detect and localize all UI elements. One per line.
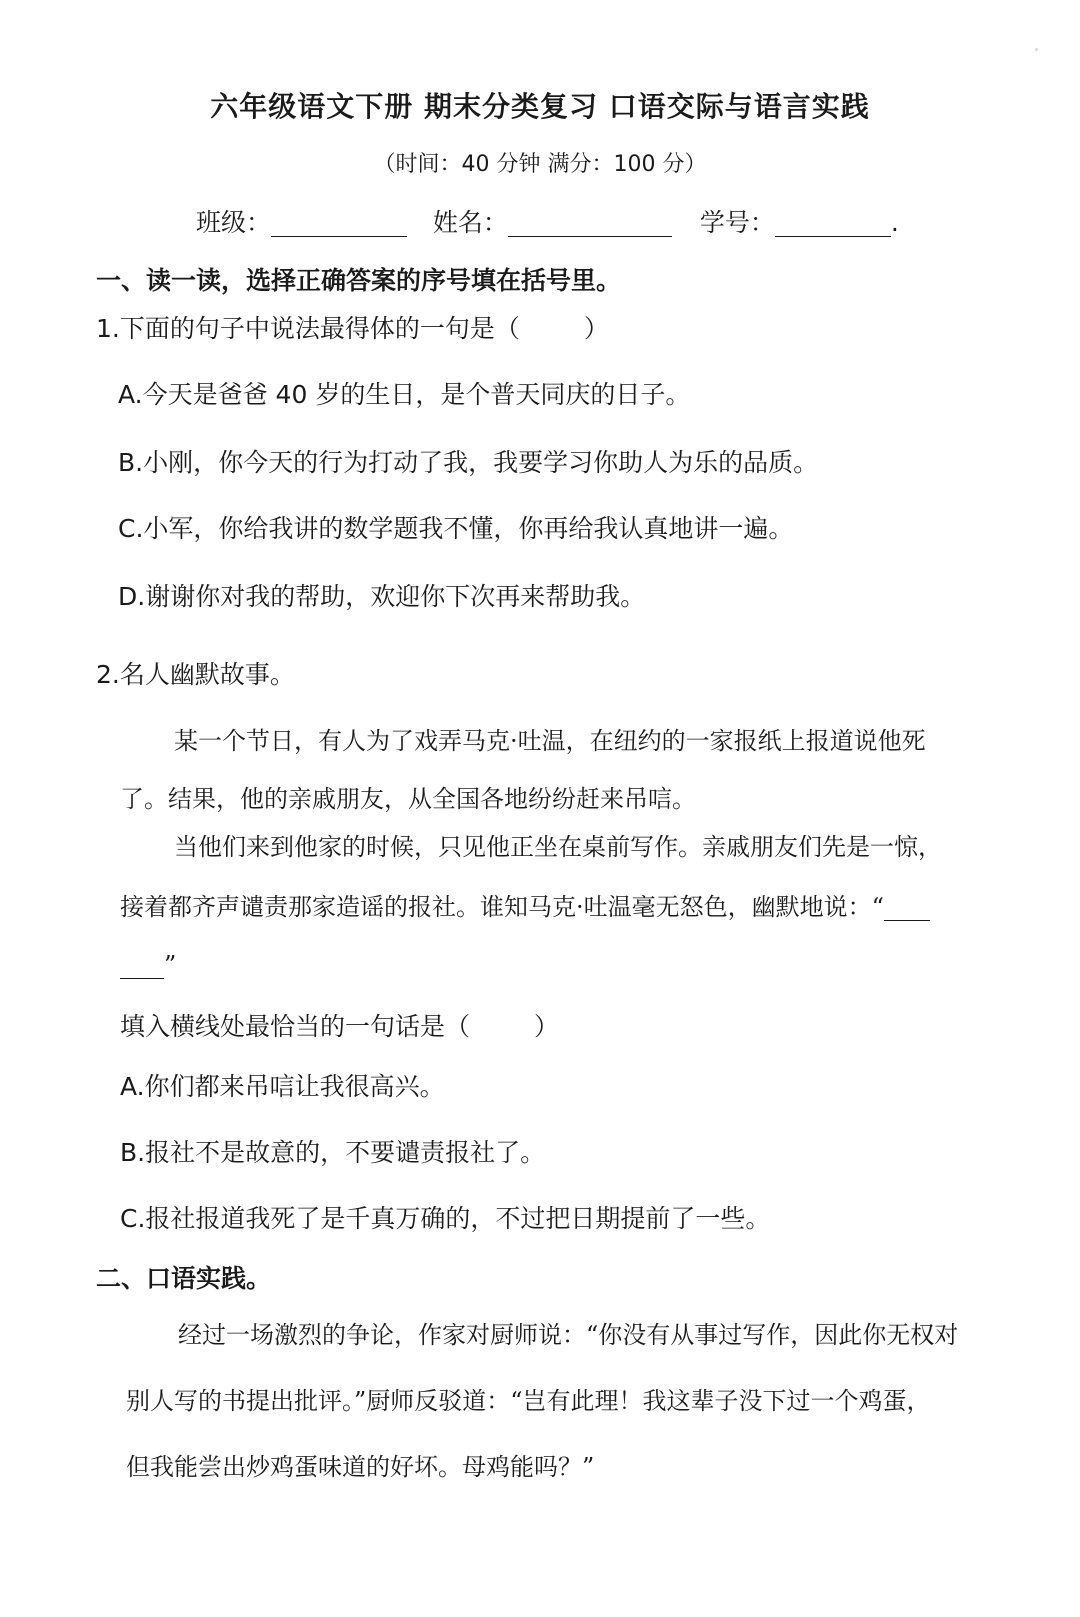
- q2-prompt: [120, 1010, 559, 1044]
- scan-speck: [1035, 48, 1038, 51]
- q1-option-d: D.谢谢你对我的帮助，欢迎你下次再来帮助我。: [118, 582, 646, 611]
- q2-stem: 2.名人幽默故事。: [96, 660, 295, 689]
- q2-passage-line-5-text: ”: [164, 951, 177, 979]
- class-blank[interactable]: [271, 210, 407, 237]
- q1-option-a: A.今天是爸爸 40 岁的生日，是个普天同庆的日子。: [118, 380, 691, 409]
- page-subtitle: （时间：40 分钟 满分：100 分）: [373, 152, 707, 177]
- number-label: 学号：: [699, 208, 775, 237]
- class-label: 班级：: [196, 208, 272, 237]
- page-title: 六年级语文下册 期末分类复习 口语交际与语言实践: [210, 90, 870, 123]
- info-end-dot: .: [890, 208, 899, 237]
- section2-heading: 二、口语实践。: [96, 1264, 272, 1293]
- q2-passage-line-5: [120, 948, 176, 982]
- section2-passage-line-1: 经过一场激烈的争论，作家对厨师说：“你没有从事过写作，因此你无权对: [178, 1321, 959, 1349]
- q2-option-b: B.报社不是故意的，不要谴责报社了。: [120, 1138, 546, 1167]
- q2-prompt-close: ）: [534, 1012, 560, 1041]
- section2-passage-line-2: 别人写的书提出批评。”厨师反驳道：“岂有此理！我这辈子没下过一个鸡蛋，: [126, 1387, 931, 1415]
- q2-passage-line-4: [120, 890, 930, 924]
- q2-passage-line-2: 了。结果，他的亲戚朋友，从全国各地纷纷赶来吊唁。: [120, 785, 696, 813]
- q1-option-b: B.小刚，你今天的行为打动了我，我要学习你助人为乐的品质。: [118, 448, 819, 477]
- q2-answer-blank-start[interactable]: [884, 894, 930, 921]
- name-blank[interactable]: [508, 210, 672, 237]
- q1-stem: [96, 312, 609, 346]
- q1-stem-close: ）: [583, 314, 609, 343]
- section1-heading: 一、读一读，选择正确答案的序号填在括号里。: [96, 266, 622, 295]
- q2-option-a: A.你们都来吊唁让我很高兴。: [120, 1072, 445, 1101]
- q2-passage-line-3: 当他们来到他家的时候，只见他正坐在桌前写作。亲戚朋友们先是一惊，: [174, 833, 942, 861]
- name-label: 姓名：: [432, 208, 508, 237]
- q2-answer-blank-end[interactable]: [120, 952, 164, 979]
- q1-stem-text: 1.下面的句子中说法最得体的一句是（: [96, 314, 520, 343]
- q2-passage-line-1: 某一个节日，有人为了戏弄马克·吐温，在纽约的一家报纸上报道说他死: [174, 727, 926, 755]
- q2-passage-line-4-text: 接着都齐声谴责那家造谣的报社。谁知马克·吐温毫无怒色，幽默地说：“: [120, 893, 884, 921]
- section2-passage-line-3: 但我能尝出炒鸡蛋味道的好坏。母鸡能吗？”: [126, 1453, 595, 1481]
- q2-prompt-text: 填入横线处最恰当的一句话是（: [120, 1012, 471, 1041]
- student-info-row: [196, 206, 899, 240]
- q1-option-c: C.小军，你给我讲的数学题我不懂，你再给我认真地讲一遍。: [118, 514, 794, 543]
- number-blank[interactable]: [775, 210, 891, 237]
- q2-option-c: C.报社报道我死了是千真万确的，不过把日期提前了一些。: [120, 1204, 771, 1233]
